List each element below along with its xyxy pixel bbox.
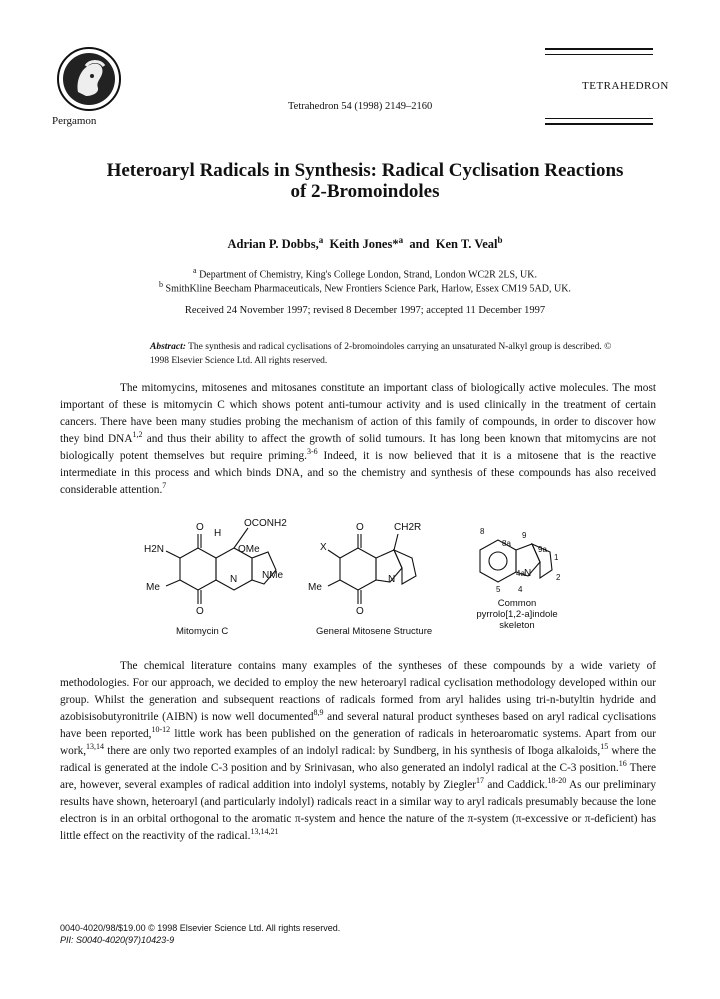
atom-label: O bbox=[356, 606, 364, 617]
atom-number: 2 bbox=[556, 573, 561, 582]
paragraph-text: There are, however, several examples of radical addition into indolyl systems, notably by Ziegler bbox=[60, 762, 656, 791]
citation: 13,14 bbox=[86, 742, 105, 752]
atom-label: O bbox=[196, 522, 204, 533]
atom-label: O bbox=[356, 522, 364, 533]
atom-label: H bbox=[214, 528, 222, 539]
title-line-2: of 2-Bromoindoles bbox=[290, 181, 440, 202]
caption-general-mitosene: General Mitosene Structure bbox=[316, 626, 433, 637]
publisher-logo-icon bbox=[56, 46, 122, 112]
atom-number: 4 bbox=[518, 585, 523, 594]
citation: 13,14,21 bbox=[250, 827, 279, 837]
header-rule-bottom bbox=[545, 118, 653, 125]
paragraph-text: The chemical literature contains many examples of the syntheses of these compounds by a wide variety of methodologies. For our approach, we decided to employ the new heteroaryl radical cyclisation methodology developed within our group. Whilst the generation and subsequent reactions of radicals formed from aryl halides using tri-n-butyltin hydride and azobisisobutyronitrile (AIBN) is now well documented bbox=[60, 660, 656, 723]
publisher-name: Pergamon bbox=[52, 115, 97, 127]
author-name: Keith Jones* bbox=[329, 237, 399, 252]
citation: 15 bbox=[600, 742, 609, 752]
citation: 3-6 bbox=[306, 447, 318, 457]
pii-line: PII: S0040-4020(97)10423-9 bbox=[60, 935, 175, 945]
abstract-label: Abstract: bbox=[150, 342, 186, 352]
caption-line: pyrrolo[1,2-a]indole bbox=[476, 609, 558, 620]
citation: 18-20 bbox=[547, 776, 567, 786]
author-affiliation-mark: a bbox=[318, 235, 324, 245]
mitomycin-c-structure bbox=[166, 528, 276, 604]
atom-label: N bbox=[524, 568, 532, 579]
citation: 10-12 bbox=[151, 725, 171, 735]
journal-name: TETRAHEDRON bbox=[582, 80, 669, 92]
affiliation-b bbox=[60, 280, 670, 294]
article-title bbox=[60, 160, 670, 202]
caption-line: skeleton bbox=[499, 620, 535, 631]
paragraph-text: Indeed, it is now believed that it is a mitosene that is the reactive intermediate in this process and which binds DNA, and so the chemistry and synthesis of these compounds has also received considerable attention. bbox=[60, 450, 656, 496]
atom-label: OMe bbox=[238, 544, 260, 555]
title-line-1: Heteroaryl Radicals in Synthesis: Radical Cyclisation Reactions bbox=[106, 160, 624, 181]
atom-label: OCONH2 bbox=[244, 518, 287, 529]
atom-label: O bbox=[196, 606, 204, 617]
abstract bbox=[150, 340, 620, 368]
general-mitosene-structure bbox=[328, 534, 416, 604]
atom-number: 8 bbox=[480, 527, 485, 536]
caption-mitomycin-c: Mitomycin C bbox=[176, 626, 229, 637]
affiliation-mark: b bbox=[159, 280, 164, 289]
author-list bbox=[60, 235, 670, 252]
atom-label: X bbox=[320, 542, 327, 553]
header-rule-top bbox=[545, 48, 653, 55]
copyright-line: 0040-4020/98/$19.00 © 1998 Elsevier Science Ltd. All rights reserved. bbox=[60, 923, 341, 933]
atom-number: 9a bbox=[538, 545, 547, 554]
citation: 1,2 bbox=[132, 430, 143, 440]
caption-line: Common bbox=[497, 598, 537, 609]
author-affiliation-mark: a bbox=[398, 235, 404, 245]
paragraph-text: and several natural product syntheses based on aryl radical cyclisations have been reported, bbox=[60, 711, 656, 740]
paragraph-text: The mitomycins, mitosenes and mitosanes constitute an important class of biologically active molecules. The most important of these is mitomycin C which shows potent anti-tumour activity and is used clinically in the treatment of certain cancers. There have been many studies probing the mechanism of action of this family of compounds, in order to discover how they bind DNA bbox=[60, 382, 656, 445]
caption-pyrroloindole-skeleton bbox=[452, 598, 582, 631]
paragraph-text: where the radical is generated at the indole C-3 position and by Srinivasan, who also generated an indolyl radical at the C-3 position. bbox=[60, 745, 657, 774]
paragraph-text: and Caddick. bbox=[484, 779, 548, 791]
abstract-text: The synthesis and radical cyclisations of 2-bromoindoles carrying an unsaturated N-alkyl group is described. © 1998 Elsevier Science Ltd. All rights reserved. bbox=[150, 342, 612, 366]
page-footer bbox=[60, 922, 340, 946]
atom-number: 4a bbox=[516, 569, 525, 578]
atom-number: 8a bbox=[502, 539, 511, 548]
atom-label: NMe bbox=[262, 570, 284, 581]
journal-reference: Tetrahedron 54 (1998) 2149–2160 bbox=[288, 101, 433, 112]
atom-number: 5 bbox=[496, 585, 501, 594]
body-paragraph-1 bbox=[60, 380, 656, 499]
citation: 7 bbox=[162, 481, 167, 491]
atom-label: N bbox=[230, 574, 238, 585]
atom-label: N bbox=[388, 574, 396, 585]
affiliation-text: Department of Chemistry, King's College London, Strand, London WC2R 2LS, UK. bbox=[199, 269, 537, 281]
atom-label: Me bbox=[308, 582, 322, 593]
author-conjunction: and bbox=[409, 237, 430, 252]
paragraph-text: there are only two reported examples of an indolyl radical: by Sundberg, in his synthesis of Iboga alkaloids, bbox=[104, 745, 601, 757]
citation: 8,9 bbox=[313, 708, 324, 718]
paragraph-text: As our preliminary results have shown, heteroaryl (and particularly indolyl) radicals react in a similar way to aryl radicals presumably because the lone electron is in an orbital orthogonal to the aromatic π-system and hence the nature of the π-system (π-excessive or π-deficient) has little effect on the reactivity of the radical. bbox=[60, 779, 656, 842]
affiliation-mark: a bbox=[193, 266, 197, 275]
paragraph-text: little work has been published on the generation of radicals in heteroaromatic systems. Apart from our work, bbox=[60, 728, 657, 757]
citation: 16 bbox=[618, 759, 627, 769]
atom-label: H2N bbox=[144, 544, 165, 555]
affiliation-a bbox=[60, 266, 670, 280]
body-paragraph-2 bbox=[60, 658, 656, 845]
author-affiliation-mark: b bbox=[497, 235, 503, 245]
citation: 17 bbox=[476, 776, 485, 786]
paragraph-text: and thus their ability to affect the growth of solid tumours. It has long been known that mitomycins are not biologically potent themselves but require priming. bbox=[60, 433, 656, 462]
author-name: Adrian P. Dobbs, bbox=[227, 237, 319, 252]
atom-number: 1 bbox=[554, 553, 559, 562]
received-dates: Received 24 November 1997; revised 8 December 1997; accepted 11 December 1997 bbox=[184, 305, 546, 316]
atom-number: 9 bbox=[522, 531, 527, 540]
atom-label: CH2R bbox=[394, 522, 422, 533]
atom-label: Me bbox=[146, 582, 160, 593]
affiliation-text: SmithKline Beecham Pharmaceuticals, New Frontiers Science Park, Harlow, Essex CM19 5AD, UK. bbox=[165, 283, 571, 295]
author-name: Ken T. Veal bbox=[435, 237, 498, 252]
